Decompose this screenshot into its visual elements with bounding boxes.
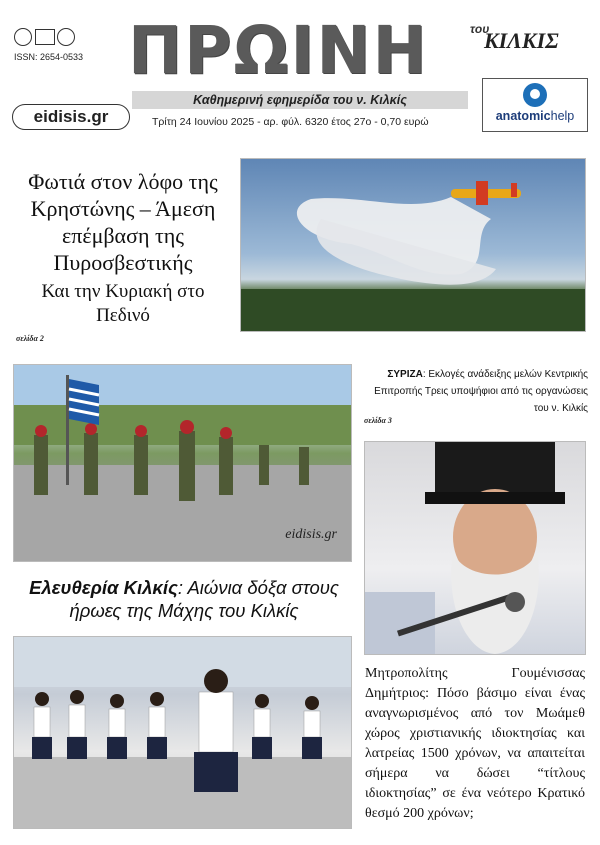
headline-liberation-bold: Ελευθερία Κιλκίς (29, 577, 178, 598)
military-parade-photo[interactable] (13, 364, 352, 562)
title-article: του (470, 22, 490, 36)
student-parade-photo[interactable] (13, 636, 352, 829)
sponsor-ad[interactable] (482, 78, 588, 132)
headline-liberation[interactable] (14, 576, 354, 622)
issn: ISSN: 2654-0533 (14, 52, 84, 62)
metropolitan-photo[interactable] (364, 441, 586, 655)
firefighting-plane-photo[interactable] (240, 158, 586, 332)
fire-photo-illustration (241, 159, 585, 331)
party-name: ΣΥΡΙΖΑ (387, 369, 423, 380)
syriza-text: : Εκλογές ανάδειξης μελών Κεντρικής Επιτροπής Τρεις υποψήφιοι από τις οργανώσεις του ν. Κιλκίς (374, 369, 588, 414)
sponsor-name-rest: help (550, 109, 575, 123)
website-link[interactable]: eidisis.gr (12, 104, 130, 130)
title-region: ΚΙΛΚΙΣ (484, 28, 559, 53)
circle-badge-icon (57, 28, 75, 46)
march-photo-illustration (14, 637, 351, 828)
sponsor-logo-icon (523, 83, 547, 107)
page-ref-syriza: σελίδα 3 (364, 416, 392, 425)
headline-liberation-rest: : Αιώνια δόξα στους ήρωες της Μάχης του Κιλκίς (69, 577, 339, 621)
syriza-teaser[interactable] (362, 366, 588, 417)
sponsor-name-bold: anatomic (495, 109, 551, 123)
headline-fire[interactable]: Φωτιά στον λόφο της Κρηστώνης – Άμεση επέμβαση της Πυροσβεστικής (28, 169, 218, 275)
photo-watermark: eidisis.gr (285, 527, 337, 542)
tagline: Καθημερινή εφημερίδα του ν. Κιλκίς (132, 91, 468, 109)
page-ref-fire: σελίδα 2 (16, 334, 44, 343)
issue-info: Τρίτη 24 Ιουνίου 2025 - αρ. φύλ. 6320 έτος 27ο - 0,70 ευρώ (152, 116, 429, 128)
newspaper-title: ΠΡΩΙΝΗ (128, 12, 429, 89)
sponsor-name (483, 109, 587, 123)
metropolitan-quote[interactable]: Μητροπολίτης Γουμένισσας Δημήτριος: Πόσο βάσιμο είναι ένας αναγνωρισμένος από τον Μωάμεθ χώρος χριστιανικής ιδιοκτησίας και λατρείας 1500 χρόνων, να απαιτείται σήμερα να δώσει “τίτλους ιδιοκτησίας” σε ένα νεότερο Κρατικό θεσμό 200 χρόνων; (365, 666, 585, 821)
circle-badge-icon (14, 28, 32, 46)
certification-logos (14, 28, 80, 48)
subhead-fire: Και την Κυριακή στο Πεδινό (41, 281, 205, 326)
priest-photo-illustration (365, 442, 585, 654)
stamp-icon (35, 29, 55, 45)
